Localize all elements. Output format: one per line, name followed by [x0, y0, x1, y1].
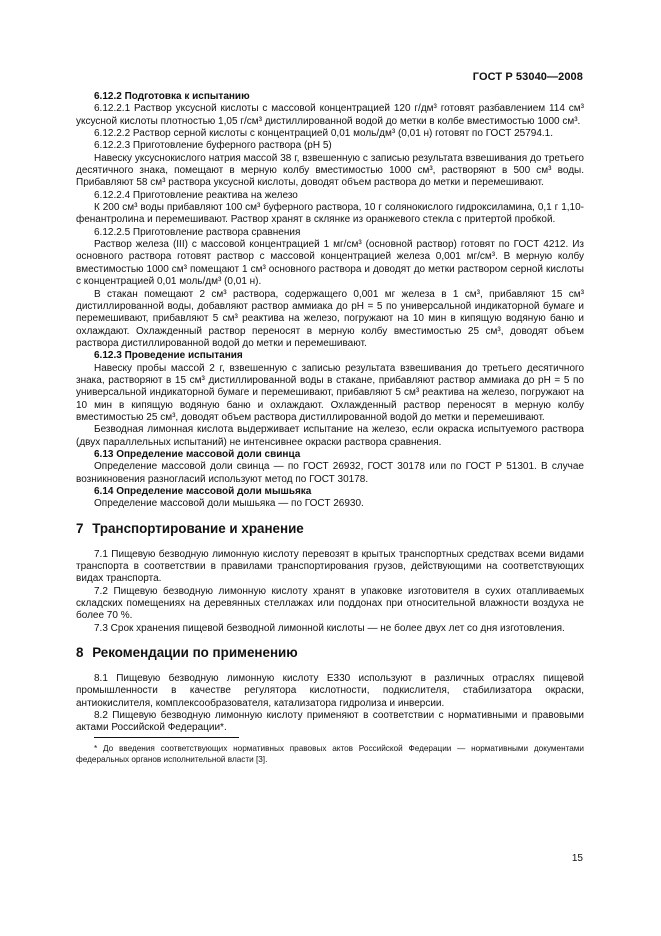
heading-6-12-2: 6.12.2 Подготовка к испытанию — [94, 91, 250, 102]
section-7-number: 7 — [76, 520, 84, 536]
section-7-title — [76, 521, 584, 537]
paragraph-7-2: 7.2 Пищевую безводную лимонную кислоту хранят в упаковке изготовителя в сухих отапливаемых складских помещениях на деревянных стеллажах или поддонах при относительной влажности воздуха не более 70 %. — [76, 585, 584, 622]
footnote-divider — [94, 737, 239, 738]
paragraph-7-3: 7.3 Срок хранения пищевой безводной лимонной кислоты — не более двух лет со дня изготовления. — [94, 622, 565, 634]
paragraph-7-1: 7.1 Пищевую безводную лимонную кислоту перевозят в крытых транспортных средствах всеми видами транспорта в соответствии в правилами транспортирования грузов, действующими на соответствующих видах транспорта. — [76, 548, 584, 585]
paragraph-6-12-2-2: 6.12.2.2 Раствор серной кислоты с концентрацией 0,01 моль/дм³ (0,01 н) готовят по ГОСТ 25794.1. — [94, 128, 554, 140]
document-body — [76, 91, 584, 766]
paragraph-test-result: Безводная лимонная кислота выдерживает испытание на железо, если окраска испытуемого раствора (двух параллельных испытаний) не интенсивнее окраски раствора сравнения. — [76, 424, 584, 448]
paragraph-6-12-2-1: 6.12.2.1 Раствор уксусной кислоты с массовой концентрацией 120 г/дм³ готовят разбавлением 114 см³ уксусной кислоты плотностью 1,05 г/см³ дистиллированной водой до метки в колбе вместимостью 1000 см³. — [76, 103, 584, 127]
paragraph-iron-reagent: К 200 см³ воды прибавляют 100 см³ буферного раствора, 10 г солянокислого гидроксиламина, 0,1 г 1,10-фенантролина и перемешивают. Раствор хранят в склянке из оранжевого стекла с притертой пробкой. — [76, 202, 584, 226]
paragraph-8-2: 8.2 Пищевую безводную лимонную кислоту применяют в соответствии с нормативными и правовыми актами Российской Федерации*. — [76, 710, 584, 734]
heading-6-13: 6.13 Определение массовой доли свинца — [94, 448, 301, 460]
paragraph-8-1: 8.1 Пищевую безводную лимонную кислоту Е330 используют в различных отраслях пищевой промышленности в качестве регулятора кислотности, подкислителя, стабилизатора окраски, антиокислителя, комплексообразователя, катализатора гидролиза и инверсии. — [76, 673, 584, 709]
page-number: 15 — [571, 853, 583, 864]
heading-6-12-3: 6.12.3 Проведение испытания — [94, 350, 243, 362]
paragraph-test-procedure: Навеску пробы массой 2 г, взвешенную с записью результата взвешивания до третьего десятичного знака, растворяют в 15 см³ дистиллированной воды в стакане, прибавляют раствор аммиака до рН = 5 по универсальной индикаторной бумаге и перемешивают, прибавляют 5 см³ реактива на железо, погружают на 10 мин в кипящую водяную баню и охлаждают. Охлажденный раствор переносят в мерную колбу вместимостью 25 см³, доводят объем раствора дистиллированной водой до метки и перемешивают. — [76, 362, 584, 423]
paragraph-reference-solution: Раствор железа (III) с массовой концентрацией 1 мг/см³ (основной раствор) готовят по ГОСТ 4212. Из основного раствора готовят раствор с массовой концентрацией железа 0,001 мг/см³. В мерную колбу вместимостью 1000 см³ помещают 1 см³ основного раствора и доводят до метки раствором серной кислоты с концентрацией 0,01 моль/дм³ (0,01 н). — [76, 239, 584, 288]
paragraph-reference-procedure: В стакан помещают 2 см³ раствора, содержащего 0,001 мг железа в 1 см³, прибавляют 15 см³ дистиллированной воды, добавляют раствор аммиака до рН = 5 по универсальной индикаторной бумаге и перемешивают, прибавляют 5 см³ реактива на железо, погружают на 10 мин в кипящую водяную баню и охлаждают. Охлажденный раствор переносят в мерную колбу вместимостью 25 см³, доводят объем раствора дистиллированной водой до метки и перемешивают. — [76, 288, 584, 349]
footnote: * До введения соответствующих нормативных правовых актов Российской Федерации — нормативными документами федеральных органов исполнительной власти [3]. — [76, 743, 584, 765]
heading-6-14: 6.14 Определение массовой доли мышьяка — [94, 486, 312, 497]
paragraph-buffer-preparation: Навеску уксуснокислого натрия массой 38 г, взвешенную с записью результата взвешивания до третьего десятичного знака, помещают в мерную колбу вместимостью 1000 см³, растворяют в 500 см³ воды. Прибавляют 58 см³ раствора уксусной кислоты, доводят объем раствора до метки и перемешивают. — [76, 152, 584, 189]
section-7-title-text: Транспортирование и хранение — [92, 520, 304, 536]
document-code: ГОСТ Р 53040—2008 — [472, 71, 583, 83]
subheading-6-12-2-3: 6.12.2.3 Приготовление буферного раствора (рН 5) — [94, 140, 332, 152]
paragraph-lead: Определение массовой доли свинца — по ГОСТ 26932, ГОСТ 30178 или по ГОСТ Р 51301. В случае возникновения разногласий используют метод по ГОСТ 30178. — [76, 461, 584, 485]
section-8-title-text: Рекомендации по применению — [92, 645, 298, 661]
paragraph-arsenic: Определение массовой доли мышьяка — по ГОСТ 26930. — [94, 498, 364, 510]
subheading-6-12-2-4: 6.12.2.4 Приготовление реактива на железо — [94, 189, 298, 201]
section-8-title — [76, 645, 584, 661]
section-8-number: 8 — [76, 645, 84, 661]
subheading-6-12-2-5: 6.12.2.5 Приготовление раствора сравнения — [94, 226, 301, 238]
